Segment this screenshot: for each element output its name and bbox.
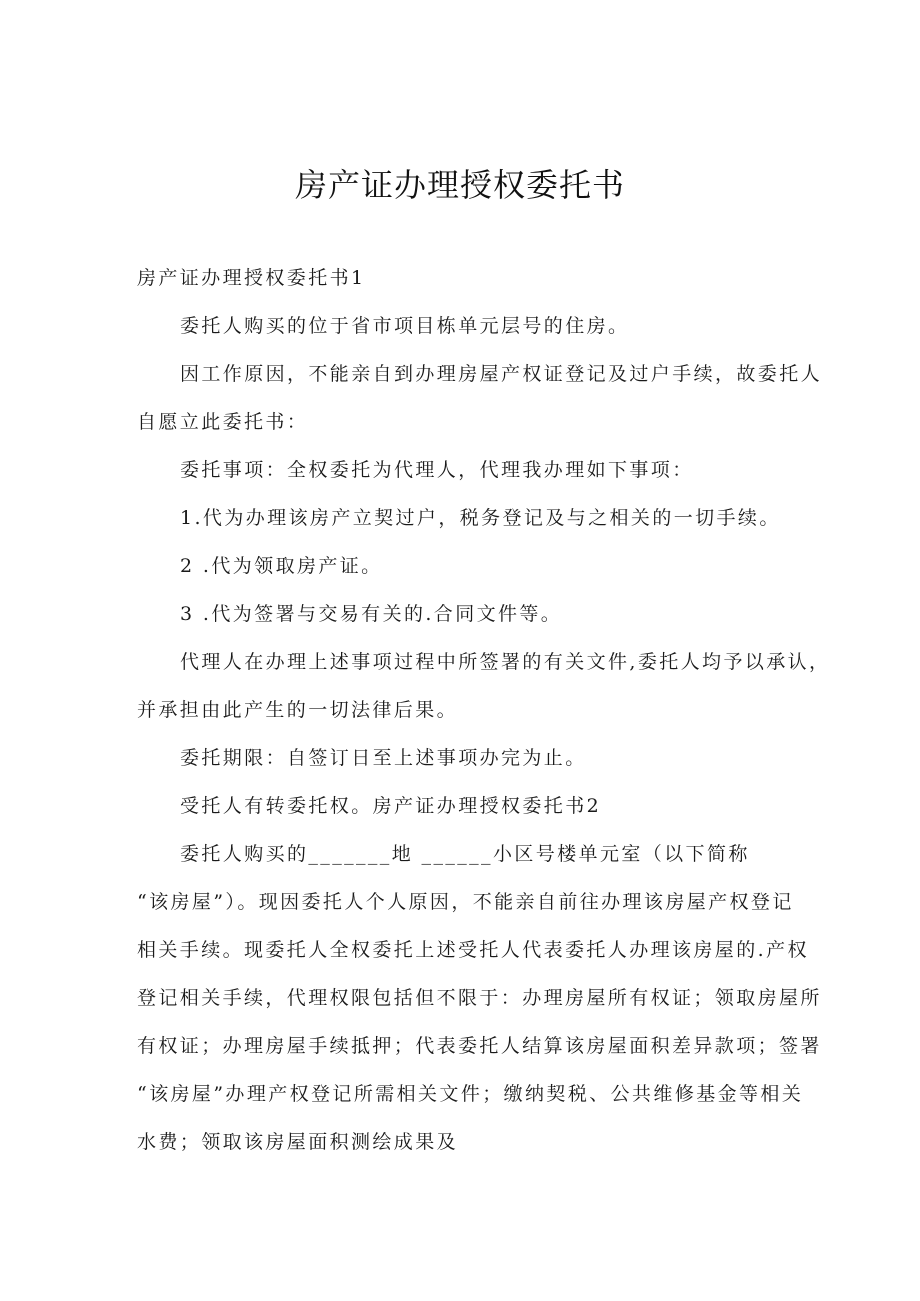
paragraph-line: 代理人在办理上述事项过程中所签署的有关文件,委托人均予以承认， — [180, 651, 831, 673]
paragraph-line: “该房屋”办理产权登记所需相关文件；缴纳契税、公共维修基金等相关 — [137, 1083, 804, 1105]
section-heading-1: 房产证办理授权委托书1 — [137, 267, 366, 289]
list-item: 1.代为办理该房产立契过户，税务登记及与之相关的一切手续。 — [180, 507, 781, 529]
document-title: 房产证办理授权委托书 — [294, 166, 625, 204]
paragraph-line: 因工作原因，不能亲自到办理房屋产权证登记及过户手续，故委托人 — [180, 363, 823, 385]
paragraph-line: 并承担由此产生的一切法律后果。 — [137, 699, 459, 721]
list-item: 3 .代为签署与交易有关的.合同文件等。 — [180, 603, 563, 625]
paragraph-line: 水费；领取该房屋面积测绘成果及 — [137, 1131, 459, 1153]
paragraph-line: 相关手续。现委托人全权委托上述受托人代表委托人办理该房屋的.产权 — [137, 939, 809, 961]
paragraph-line: 自愿立此委托书： — [137, 411, 309, 433]
paragraph-line: 有权证；办理房屋手续抵押；代表委托人结算该房屋面积差异款项；签署 — [137, 1035, 822, 1057]
list-item: 2 .代为领取房产证。 — [180, 555, 383, 577]
paragraph-line: 委托事项：全权委托为代理人，代理我办理如下事项： — [180, 459, 694, 481]
paragraph-line: “该房屋”）。现因委托人个人原因，不能亲自前往办理该房屋产权登记 — [137, 891, 794, 913]
paragraph-line: 委托人购买的_______地 ______小区号楼单元室（以下简称 — [180, 843, 750, 865]
paragraph-line: 委托期限：自签订日至上述事项办完为止。 — [180, 747, 587, 769]
paragraph-line: 委托人购买的位于省市项目栋单元层号的住房。 — [180, 315, 630, 337]
paragraph-line: 受托人有转委托权。房产证办理授权委托书2 — [180, 795, 602, 817]
paragraph-line: 登记相关手续，代理权限包括但不限于：办理房屋所有权证；领取房屋所 — [137, 987, 822, 1009]
